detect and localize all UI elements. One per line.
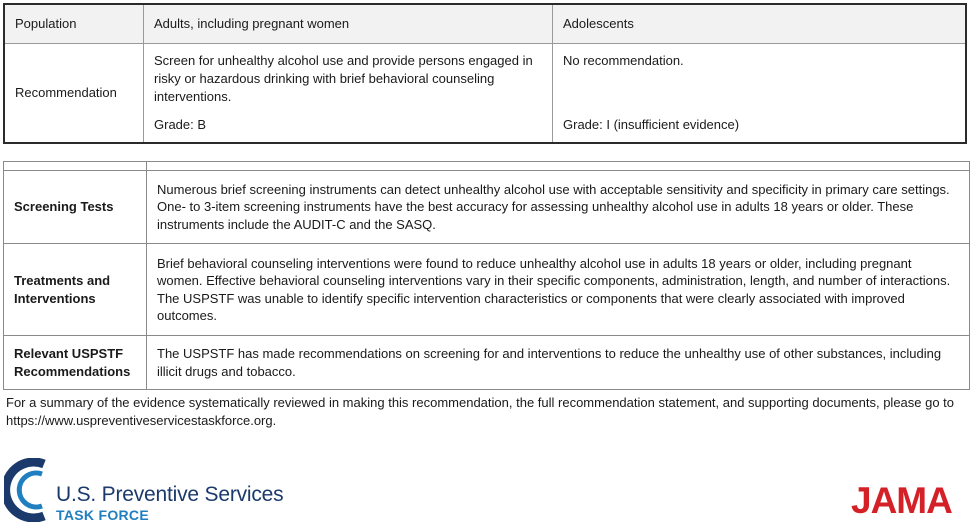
uspstf-swoosh-icon — [4, 458, 54, 522]
uspstf-logo — [4, 458, 284, 523]
info-row-treatments — [4, 244, 970, 336]
info-spacer-row — [4, 162, 970, 171]
adolescents-cell — [553, 43, 967, 143]
info-row-text: Numerous brief screening instruments can detect unhealthy alcohol use with acceptable sensitivity and specificity in primary care settings. One- to 3-item screening instruments have the best accuracy for assessing unhealthy alcohol use in adults 18 years or older. These instruments include the AUDIT-C and the SASQ. — [147, 171, 970, 244]
adults-header: Adults, including pregnant women — [144, 4, 553, 43]
adults-grade: Grade: B — [154, 116, 207, 132]
info-row-screening-tests — [4, 171, 970, 244]
recommendation-table — [3, 3, 967, 144]
info-row-label: Relevant USPSTF Recommendations — [4, 336, 147, 390]
adolescents-header: Adolescents — [553, 4, 967, 43]
recommendation-header-row — [4, 4, 966, 43]
adolescents-grade: Grade: I (insufficient evidence) — [563, 116, 740, 132]
population-label: Population — [4, 4, 144, 43]
recommendation-label: Recommendation — [4, 43, 144, 143]
info-row-label: Screening Tests — [4, 171, 147, 244]
clinical-info-table — [3, 161, 970, 390]
adolescents-recommendation-text: No recommendation. — [563, 52, 684, 68]
info-row-text: Brief behavioral counseling interventions were found to reduce unhealthy alcohol use in adults 18 years or older, including pregnant women. Effective behavioral counseling interventions vary in their specific components, administration, length, and number of interactions. The USPSTF was unable to identify specific intervention characteristics or components that were clearly associated with improved outcomes. — [147, 244, 970, 336]
info-row-text: The USPSTF has made recommendations on screening for and interventions to reduce the unhealthy use of other substances, including illicit drugs and tobacco. — [147, 336, 970, 390]
uspstf-logo-line1: U.S. Preventive Services — [56, 483, 284, 506]
footnote: For a summary of the evidence systematically reviewed in making this recommendation, the full recommendation statement, and supporting documents, please go to https://www.uspreventiveservicestaskforce.org. — [6, 395, 955, 428]
jama-logo: JAMA — [851, 480, 952, 521]
recommendation-body-row — [4, 43, 966, 143]
adults-recommendation-text: Screen for unhealthy alcohol use and provide persons engaged in risky or hazardous drinking with brief behavioral counseling interventions. — [154, 52, 533, 104]
info-row-relevant-recommendations — [4, 336, 970, 390]
adults-cell — [144, 43, 553, 143]
uspstf-logo-line2: TASK FORCE — [56, 507, 149, 523]
info-row-label: Treatments and Interventions — [4, 244, 147, 336]
